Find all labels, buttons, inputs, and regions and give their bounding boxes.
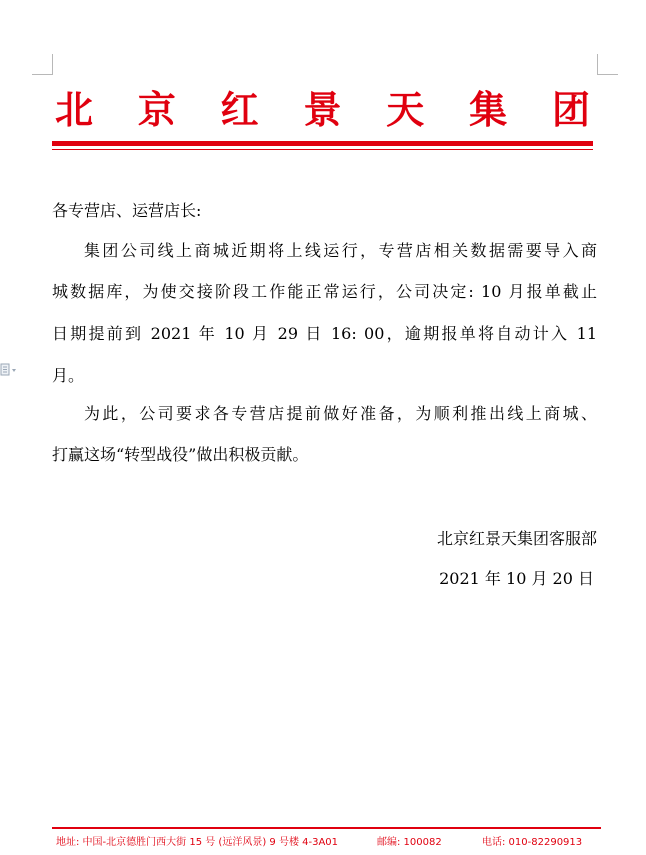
letterhead-char: 京: [137, 87, 176, 132]
paragraph1-line4: 月。: [52, 366, 85, 385]
letterhead-char: 景: [303, 87, 342, 132]
letterhead-rule-thin: [52, 149, 593, 150]
paragraph1-line3: 日期提前到 2021 年 10 月 29 日 16: 00，逾期报单将自动计入 11: [52, 324, 597, 343]
document-marker-icon-glyph: [0, 363, 18, 377]
signature-department: 北京红景天集团客服部: [436, 529, 597, 548]
paragraph2-line2: 打赢这场“转型战役”做出积极贡献。: [52, 445, 309, 464]
letterhead-rule-thick: [52, 141, 593, 146]
letterhead-title: [52, 84, 593, 136]
letterhead-char: 北: [54, 87, 93, 132]
salutation: 各专营店、运营店长:: [52, 201, 202, 220]
footer-address: 地址: 中国-北京德胜门西大街 15 号 (远洋风景) 9 号楼 4-3A01: [56, 837, 339, 848]
crop-mark-top-right: [597, 54, 618, 75]
document-marker-icon[interactable]: [0, 363, 22, 377]
paragraph1-line1: 集团公司线上商城近期将上线运行，专营店相关数据需要导入商: [84, 241, 597, 260]
footer-rule: [52, 827, 601, 829]
letterhead-char: 团: [551, 87, 590, 132]
letterhead-char: 集: [469, 87, 508, 132]
crop-mark-top-left: [32, 54, 53, 75]
paragraph2-line1: 为此，公司要求各专营店提前做好准备，为顺利推出线上商城、: [84, 404, 597, 423]
paragraph1-line2: 城数据库，为使交接阶段工作能正常运行，公司决定: 10 月报单截止: [52, 282, 597, 301]
letterhead-char: 红: [220, 87, 259, 132]
signature-date: 2021 年 10 月 20 日: [439, 569, 594, 588]
footer-postcode: 邮编: 100082: [377, 837, 442, 848]
letterhead-char: 天: [386, 87, 425, 132]
footer-phone: 电话: 010-82290913: [482, 837, 583, 848]
footer: [56, 835, 601, 851]
